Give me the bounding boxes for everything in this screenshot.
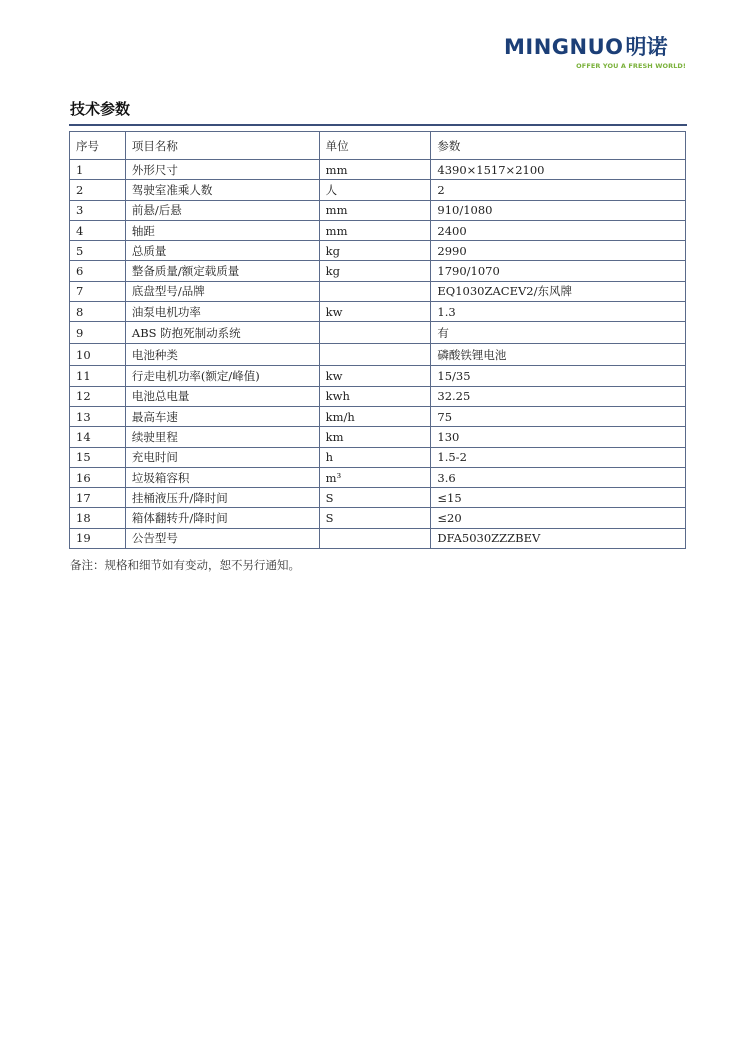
cell-value: 有 [431, 322, 686, 344]
cell-value: ≤20 [431, 508, 686, 528]
cell-item: 驾驶室准乘人数 [125, 180, 319, 200]
cell-value: 磷酸铁锂电池 [431, 344, 686, 366]
cell-item: 整备质量/额定载质量 [125, 261, 319, 281]
table-row [70, 160, 686, 180]
cell-value: 2990 [431, 241, 686, 261]
cell-item: 底盘型号/品牌 [125, 281, 319, 301]
table-row [70, 488, 686, 508]
cell-unit [319, 528, 431, 548]
cell-item: 油泵电机功率 [125, 302, 319, 322]
cell-value: 4390×1517×2100 [431, 160, 686, 180]
cell-value: 3.6 [431, 467, 686, 487]
cell-unit: h [319, 447, 431, 467]
cell-index: 6 [70, 261, 126, 281]
table-row [70, 528, 686, 548]
cell-index: 17 [70, 488, 126, 508]
cell-index: 9 [70, 322, 126, 344]
cell-value: 15/35 [431, 366, 686, 386]
cell-unit: m³ [319, 467, 431, 487]
logo-name-en: MINGNUO [504, 35, 624, 59]
cell-unit: kg [319, 261, 431, 281]
cell-value: 1790/1070 [431, 261, 686, 281]
table-row [70, 467, 686, 487]
cell-index: 2 [70, 180, 126, 200]
cell-item: 续驶里程 [125, 427, 319, 447]
section-title: 技术参数 [70, 100, 131, 118]
cell-item: 挂桶液压升/降时间 [125, 488, 319, 508]
cell-value: EQ1030ZACEV2/东风牌 [431, 281, 686, 301]
cell-index: 13 [70, 406, 126, 426]
cell-value: ≤15 [431, 488, 686, 508]
cell-unit: S [319, 488, 431, 508]
footnote: 备注：规格和细节如有变动，恕不另行通知。 [70, 558, 300, 572]
table-row [70, 281, 686, 301]
cell-value: 2 [431, 180, 686, 200]
cell-item: 箱体翻转升/降时间 [125, 508, 319, 528]
cell-index: 3 [70, 200, 126, 220]
cell-item: 充电时间 [125, 447, 319, 467]
table-row [70, 406, 686, 426]
cell-value: 75 [431, 406, 686, 426]
cell-index: 4 [70, 220, 126, 240]
cell-unit: mm [319, 220, 431, 240]
header-cell-index: 序号 [70, 132, 126, 160]
cell-item: 行走电机功率(额定/峰值) [125, 366, 319, 386]
spec-table [69, 131, 686, 549]
cell-value: 130 [431, 427, 686, 447]
cell-index: 18 [70, 508, 126, 528]
cell-unit: mm [319, 160, 431, 180]
table-row [70, 241, 686, 261]
cell-index: 10 [70, 344, 126, 366]
cell-unit: kwh [319, 386, 431, 406]
header-cell-value: 参数 [431, 132, 686, 160]
cell-item: 外形尺寸 [125, 160, 319, 180]
table-row [70, 508, 686, 528]
cell-unit [319, 344, 431, 366]
cell-unit: S [319, 508, 431, 528]
cell-value: DFA5030ZZZBEV [431, 528, 686, 548]
cell-unit: kw [319, 302, 431, 322]
table-row [70, 261, 686, 281]
cell-item: 最高车速 [125, 406, 319, 426]
table-row [70, 200, 686, 220]
cell-index: 12 [70, 386, 126, 406]
cell-item: 轴距 [125, 220, 319, 240]
table-row [70, 366, 686, 386]
cell-unit: 人 [319, 180, 431, 200]
logo-tagline: OFFER YOU A FRESH WORLD! [576, 62, 686, 70]
cell-item: 前悬/后悬 [125, 200, 319, 220]
header-cell-item: 项目名称 [125, 132, 319, 160]
cell-item: ABS 防抱死制动系统 [125, 322, 319, 344]
header-cell-unit: 单位 [319, 132, 431, 160]
table-row [70, 427, 686, 447]
table-row [70, 447, 686, 467]
table-row [70, 322, 686, 344]
cell-item: 垃圾箱容积 [125, 467, 319, 487]
brand-logo [504, 33, 688, 75]
cell-unit: mm [319, 200, 431, 220]
table-row [70, 302, 686, 322]
cell-index: 8 [70, 302, 126, 322]
cell-value: 32.25 [431, 386, 686, 406]
cell-index: 19 [70, 528, 126, 548]
title-divider [69, 124, 687, 126]
cell-unit [319, 322, 431, 344]
cell-unit: km [319, 427, 431, 447]
cell-unit [319, 281, 431, 301]
cell-unit: kw [319, 366, 431, 386]
logo-name-cn: 明诺 [625, 35, 668, 59]
table-header-row [70, 132, 686, 160]
cell-index: 1 [70, 160, 126, 180]
cell-value: 1.5-2 [431, 447, 686, 467]
cell-index: 11 [70, 366, 126, 386]
cell-value: 910/1080 [431, 200, 686, 220]
cell-index: 14 [70, 427, 126, 447]
cell-item: 电池种类 [125, 344, 319, 366]
cell-item: 总质量 [125, 241, 319, 261]
cell-item: 电池总电量 [125, 386, 319, 406]
table-row [70, 220, 686, 240]
cell-index: 7 [70, 281, 126, 301]
cell-unit: kg [319, 241, 431, 261]
cell-index: 16 [70, 467, 126, 487]
table-row [70, 386, 686, 406]
cell-value: 2400 [431, 220, 686, 240]
cell-index: 5 [70, 241, 126, 261]
cell-value: 1.3 [431, 302, 686, 322]
cell-item: 公告型号 [125, 528, 319, 548]
table-row [70, 180, 686, 200]
cell-index: 15 [70, 447, 126, 467]
cell-unit: km/h [319, 406, 431, 426]
table-row [70, 344, 686, 366]
